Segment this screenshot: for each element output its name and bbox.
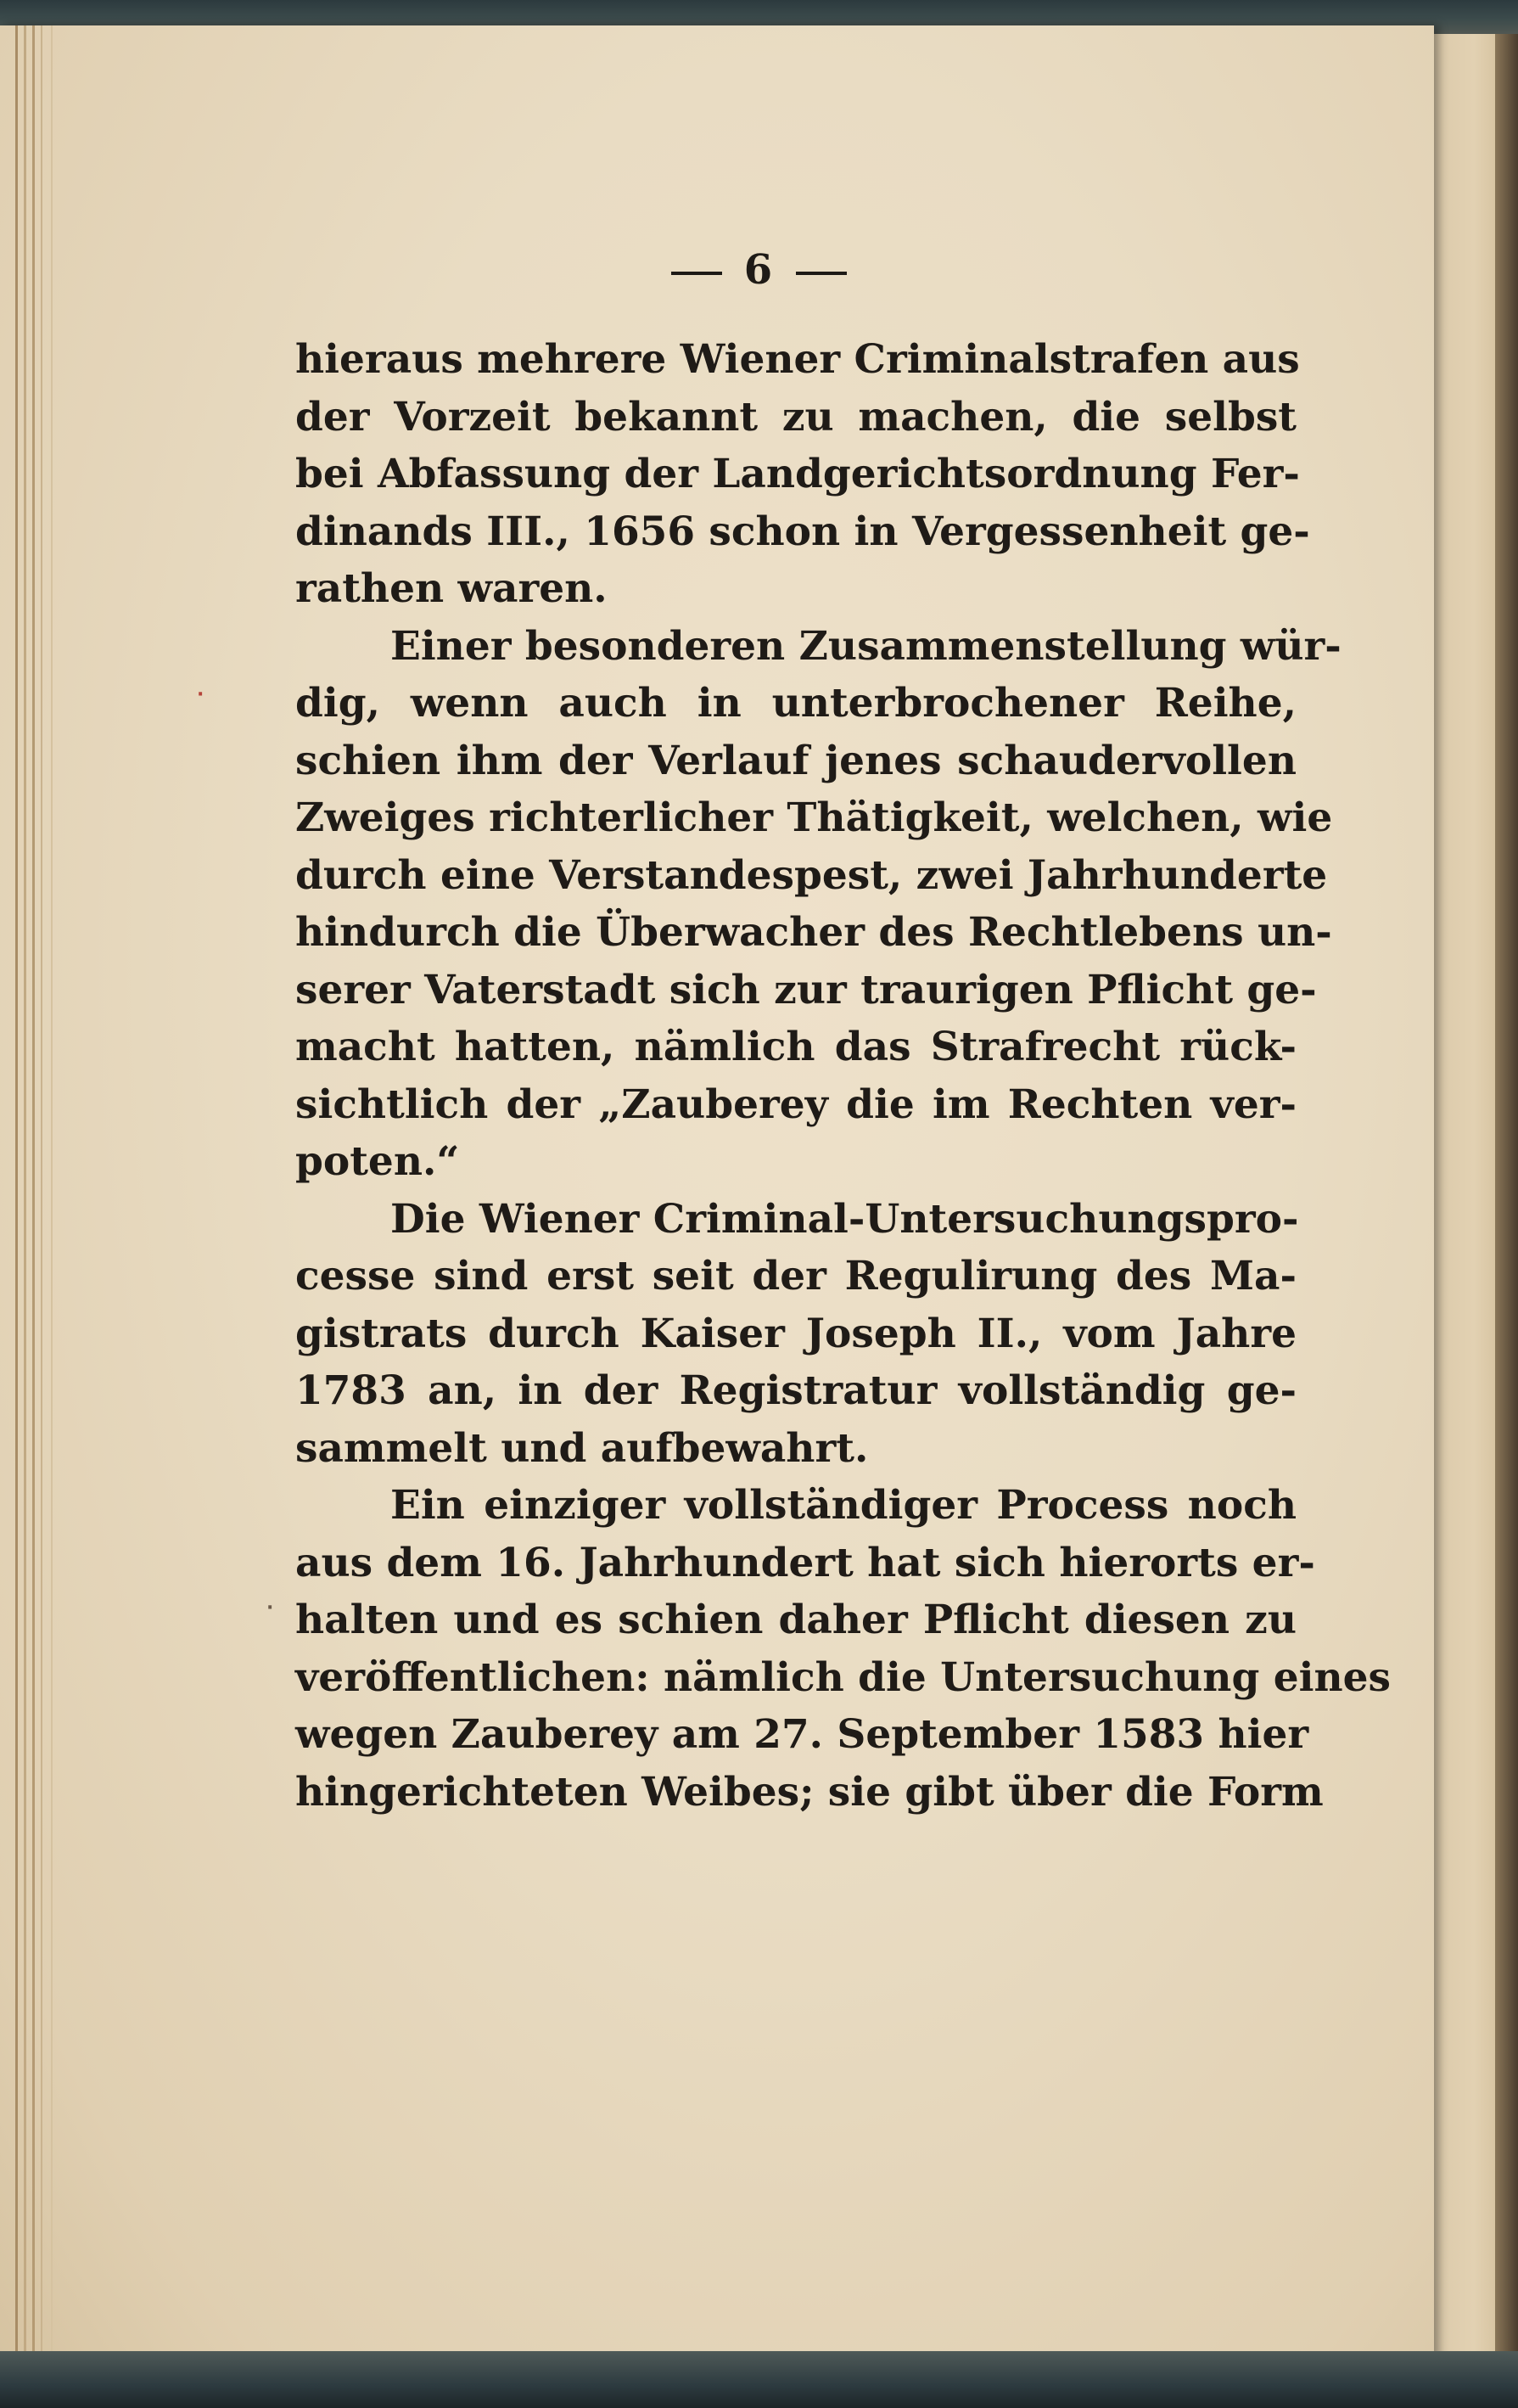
book-cover-bottom-edge bbox=[0, 2351, 1518, 2408]
page-edge bbox=[15, 25, 18, 2360]
text-line: sichtlich der „Zauberey die im Rechten ver- bbox=[295, 1081, 1297, 1128]
text-line: aus dem 16. Jahrhundert hat sich hierorts er- bbox=[295, 1539, 1315, 1586]
text-line: der Vorzeit bekannt zu machen, die selbst bbox=[295, 393, 1297, 441]
text-line: bei Abfassung der Landgerichtsordnung Fer- bbox=[295, 451, 1300, 497]
text-line: wegen Zauberey am 27. September 1583 hier bbox=[295, 1711, 1309, 1758]
text-line: dig, wenn auch in unterbrochener Reihe, bbox=[295, 680, 1297, 727]
text-line: rathen waren. bbox=[295, 565, 608, 612]
underlying-page-edge bbox=[1495, 34, 1518, 2360]
folio-dash-left bbox=[671, 272, 722, 275]
text-line: cesse sind erst seit der Regulirung des Ma- bbox=[295, 1253, 1297, 1299]
page-edge bbox=[41, 25, 42, 2360]
text-line: durch eine Verstandespest, zwei Jahrhunderte bbox=[295, 851, 1328, 899]
text-line: Einer besonderen Zusammenstellung wür- bbox=[390, 622, 1342, 670]
text-line: Ein einziger vollständiger Process noch bbox=[390, 1482, 1297, 1529]
text-line: serer Vaterstadt sich zur traurigen Pflicht ge- bbox=[295, 966, 1317, 1013]
text-line: schien ihm der Verlauf jenes schaudervollen bbox=[295, 737, 1297, 784]
paragraph bbox=[295, 618, 1342, 1191]
text-line: dinands III., 1656 schon in Vergessenheit ge- bbox=[295, 508, 1310, 555]
page-edge bbox=[24, 25, 26, 2360]
page-number bbox=[0, 246, 1518, 294]
paragraph bbox=[295, 1477, 1391, 1821]
text-line: hindurch die Überwacher des Rechtlebens un- bbox=[295, 909, 1332, 956]
text-line: poten.“ bbox=[295, 1138, 460, 1185]
paragraph bbox=[295, 1191, 1297, 1478]
text-line: hieraus mehrere Wiener Criminalstrafen aus bbox=[295, 336, 1300, 383]
ink-speck: · bbox=[197, 684, 204, 705]
text-line: Die Wiener Criminal-Untersuchungspro- bbox=[390, 1195, 1299, 1243]
paragraph bbox=[295, 331, 1310, 618]
text-line: gistrats durch Kaiser Joseph II., vom Jahre bbox=[295, 1310, 1297, 1357]
text-line: macht hatten, nämlich das Strafrecht rück- bbox=[295, 1024, 1297, 1070]
text-line: hingerichteten Weibes; sie gibt über die Form bbox=[295, 1768, 1324, 1816]
text-line: veröffentlichen: nämlich die Untersuchung eines bbox=[295, 1653, 1391, 1701]
page-edge bbox=[51, 25, 53, 2360]
text-line: Zweiges richterlicher Thätigkeit, welchen, wie bbox=[295, 794, 1333, 841]
page-edge bbox=[32, 25, 35, 2360]
page-number-value: 6 bbox=[743, 246, 775, 294]
body-text bbox=[295, 331, 1391, 1821]
ink-speck: · bbox=[266, 1597, 274, 1619]
text-line: 1783 an, in der Registratur vollständig ge- bbox=[295, 1367, 1297, 1414]
text-line: halten und es schien daher Pflicht diesen zu bbox=[295, 1597, 1297, 1643]
text-line: sammelt und aufbewahrt. bbox=[295, 1424, 869, 1472]
folio-dash-right bbox=[796, 272, 847, 275]
